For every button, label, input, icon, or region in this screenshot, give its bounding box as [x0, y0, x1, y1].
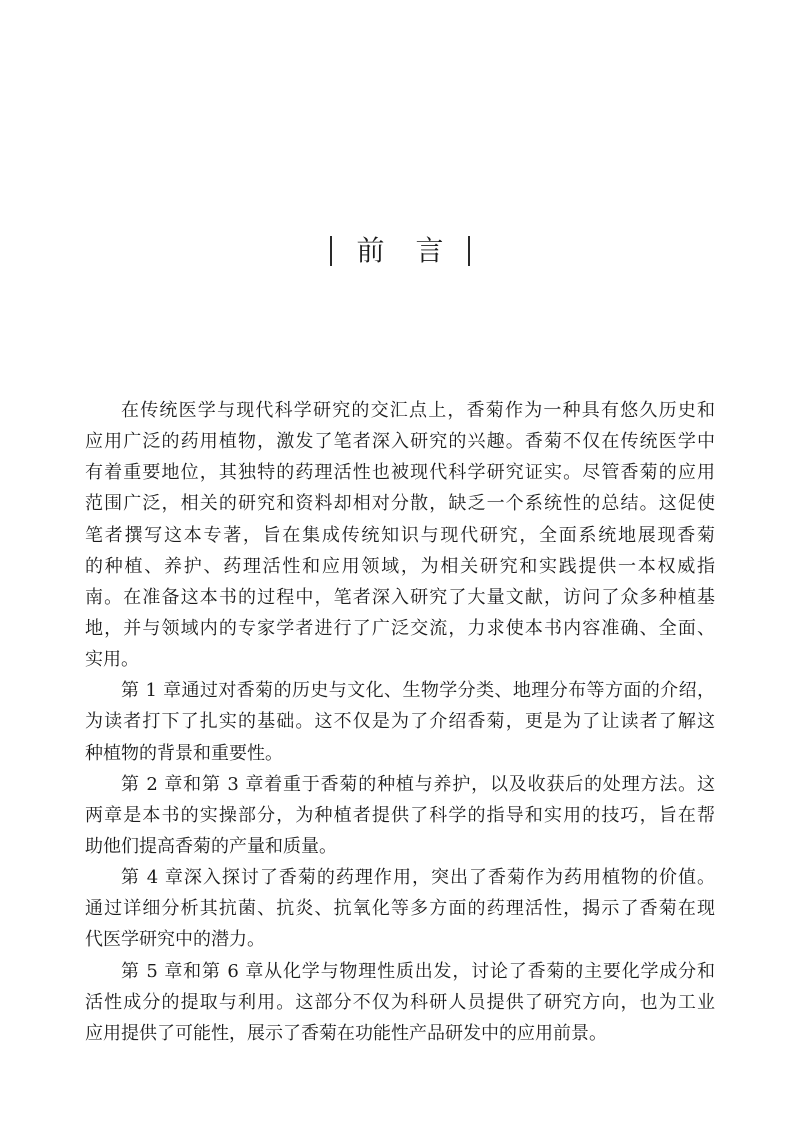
text-line: 种植物的背景和重要性。 [85, 742, 283, 764]
text-line: 实用。 [85, 649, 139, 671]
text-line: 范围广泛，相关的研究和资料却相对分散，缺乏一个系统性的总结。这促使 [85, 493, 715, 515]
page-title: 前 言 [356, 234, 444, 267]
text-line: 代医学研究中的潜力。 [85, 929, 265, 951]
paragraph-3 [85, 769, 715, 862]
text-line: 为读者打下了扎实的基础。这不仅是为了介绍香菊，更是为了让读者了解这 [85, 711, 715, 733]
paragraph-2 [85, 675, 715, 768]
text-line: 助他们提高香菊的产量和质量。 [85, 835, 337, 857]
page-heading [0, 234, 800, 268]
text-line: 活性成分的提取与利用。这部分不仅为科研人员提供了研究方向，也为工业 [85, 991, 715, 1013]
text-line: 第 1 章通过对香菊的历史与文化、生物学分类、地理分布等方面的介绍， [121, 680, 715, 702]
text-line: 有着重要地位，其独特的药理活性也被现代科学研究证实。尽管香菊的应用 [85, 462, 715, 484]
paragraph-5 [85, 956, 715, 1049]
text-line: 应用提供了可能性，展示了香菊在功能性产品研发中的应用前景。 [85, 1022, 607, 1044]
heading-right-bar-decoration [468, 236, 470, 266]
text-line: 地，并与领域内的专家学者进行了广泛交流，力求使本书内容准确、全面、 [85, 617, 715, 639]
paragraph-4 [85, 862, 715, 955]
text-line: 南。在准备这本书的过程中，笔者深入研究了大量文献，访问了众多种植基 [85, 586, 715, 608]
text-line: 在传统医学与现代科学研究的交汇点上，香菊作为一种具有悠久历史和 [121, 400, 715, 421]
paragraph-1 [85, 395, 715, 675]
text-line: 通过详细分析其抗菌、抗炎、抗氧化等多方面的药理活性，揭示了香菊在现 [85, 898, 715, 920]
text-line: 应用广泛的药用植物，激发了笔者深入研究的兴趣。香菊不仅在传统医学中 [85, 431, 715, 453]
text-line: 两章是本书的实操部分，为种植者提供了科学的指导和实用的技巧，旨在帮 [85, 804, 715, 826]
text-line: 第 5 章和第 6 章从化学与物理性质出发，讨论了香菊的主要化学成分和 [121, 960, 715, 982]
preface-body [85, 395, 715, 1049]
text-line: 笔者撰写这本专著，旨在集成传统知识与现代研究，全面系统地展现香菊 [85, 524, 715, 546]
text-line: 的种植、养护、药理活性和应用领域，为相关研究和实践提供一本权威指 [85, 555, 715, 577]
text-line: 第 2 章和第 3 章着重于香菊的种植与养护，以及收获后的处理方法。这 [121, 773, 715, 795]
text-line: 第 4 章深入探讨了香菊的药理作用，突出了香菊作为药用植物的价值。 [121, 867, 715, 889]
